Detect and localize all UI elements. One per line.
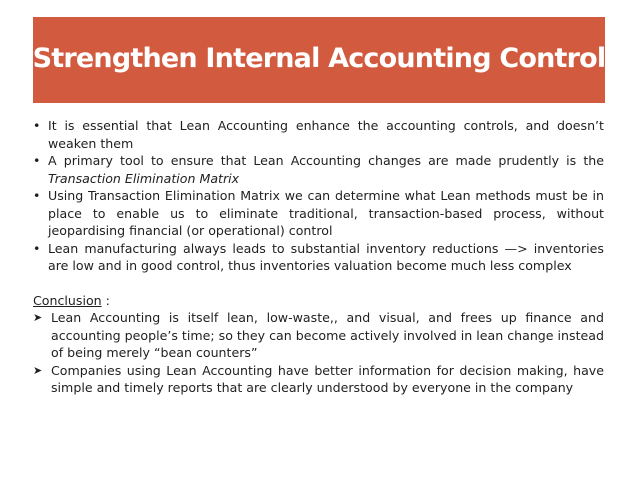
bullet-text: Using Transaction Elimination Matrix we can determine what Lean methods must be in place to enable us to eliminate traditional, transaction-based process, without jeopardising financial (or operational) control	[48, 188, 604, 238]
bullet-icon: •	[33, 240, 41, 256]
conclusion-text: Companies using Lean Accounting have better information for decision making, have simple and timely reports that are clearly understood by everyone in the company	[51, 362, 604, 395]
conclusion-suffix: :	[101, 292, 110, 308]
conclusion-text: Lean Accounting is itself lean, low-waste,, and visual, and frees up finance and accounting people’s time; so they can become actively involved in lean change instead of being merely “bean counters”	[51, 310, 604, 360]
bullet-item	[33, 240, 604, 275]
bullet-icon: •	[33, 188, 41, 203]
bullet-text: Lean manufacturing always leads to substantial inventory reductions —> inventories are low and in good control, thus inventories valuation become much less complex	[48, 240, 604, 273]
conclusion-item	[33, 309, 604, 362]
conclusion-list	[33, 309, 604, 397]
bullet-italic-term: Transaction Elimination Matrix	[48, 170, 240, 186]
slide-title: Strengthen Internal Accounting Control	[32, 42, 606, 74]
bullet-text: It is essential that Lean Accounting enhance the accounting controls, and doesn’t weaken them	[48, 118, 604, 151]
conclusion-label: Conclusion	[33, 292, 102, 308]
slide-content	[33, 117, 604, 397]
bullet-item	[33, 117, 604, 152]
bullet-item	[33, 152, 604, 187]
conclusion-item	[33, 362, 604, 397]
bullet-icon: •	[33, 118, 41, 133]
bullet-list	[33, 117, 604, 275]
bullet-icon: •	[33, 153, 41, 168]
arrow-bullet-icon: ➤	[33, 311, 43, 324]
bullet-item	[33, 187, 604, 240]
title-banner	[33, 17, 605, 103]
bullet-text: A primary tool to ensure that Lean Accounting changes are made prudently is the	[48, 153, 604, 168]
conclusion-heading	[33, 292, 604, 310]
arrow-bullet-icon: ➤	[33, 363, 43, 377]
